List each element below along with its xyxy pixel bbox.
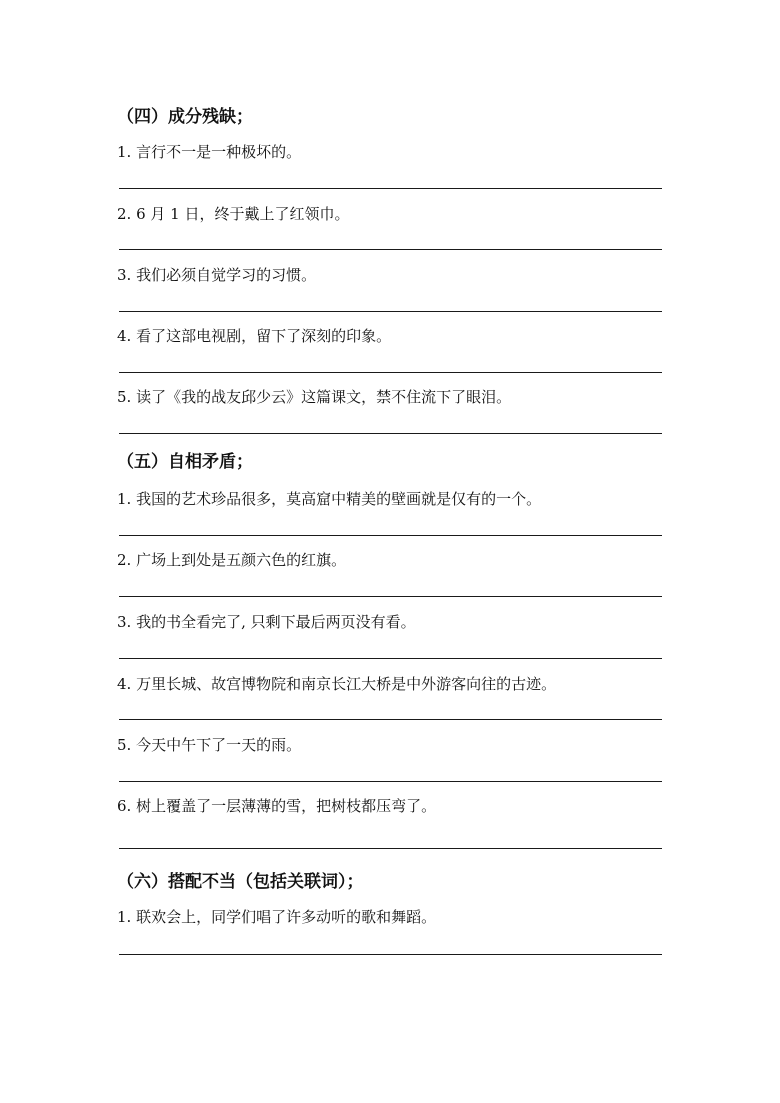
answer-line[interactable]: [119, 596, 662, 597]
exercise-item: 5. 今天中午下了一天的雨。: [117, 736, 302, 754]
answer-line[interactable]: [119, 781, 662, 782]
answer-line[interactable]: [119, 188, 662, 189]
exercise-item: 3. 我们必须自觉学习的习惯。: [117, 266, 317, 284]
exercise-item: 3. 我的书全看完了, 只剩下最后两页没有看。: [117, 613, 416, 631]
answer-line[interactable]: [119, 433, 662, 434]
answer-line[interactable]: [119, 954, 662, 955]
section-heading-4: （四）成分残缺；: [117, 107, 253, 127]
answer-line[interactable]: [119, 249, 662, 250]
exercise-item: 1. 言行不一是一种极坏的。: [117, 143, 302, 161]
answer-line[interactable]: [119, 535, 662, 536]
section-heading-6: （六）搭配不当（包括关联词）；: [117, 872, 364, 892]
exercise-item: 6. 树上覆盖了一层薄薄的雪，把树枝都压弯了。: [117, 797, 437, 815]
answer-line[interactable]: [119, 372, 662, 373]
exercise-item: 4. 看了这部电视剧，留下了深刻的印象。: [117, 327, 392, 345]
answer-line[interactable]: [119, 719, 662, 720]
section-heading-5: （五）自相矛盾；: [117, 452, 253, 472]
answer-line[interactable]: [119, 311, 662, 312]
exercise-item: 1. 联欢会上，同学们唱了许多动听的歌和舞蹈。: [117, 908, 437, 926]
exercise-item: 2. 6 月 1 日，终于戴上了红领巾。: [117, 205, 350, 223]
exercise-item: 4. 万里长城、故宫博物院和南京长江大桥是中外游客向往的古迹。: [117, 675, 557, 693]
answer-line[interactable]: [119, 848, 662, 849]
exercise-item: 2. 广场上到处是五颜六色的红旗。: [117, 551, 347, 569]
exercise-item: 5. 读了《我的战友邱少云》这篇课文，禁不住流下了眼泪。: [117, 388, 512, 406]
answer-line[interactable]: [119, 658, 662, 659]
exercise-item: 1. 我国的艺术珍品很多，莫高窟中精美的壁画就是仅有的一个。: [117, 490, 542, 508]
